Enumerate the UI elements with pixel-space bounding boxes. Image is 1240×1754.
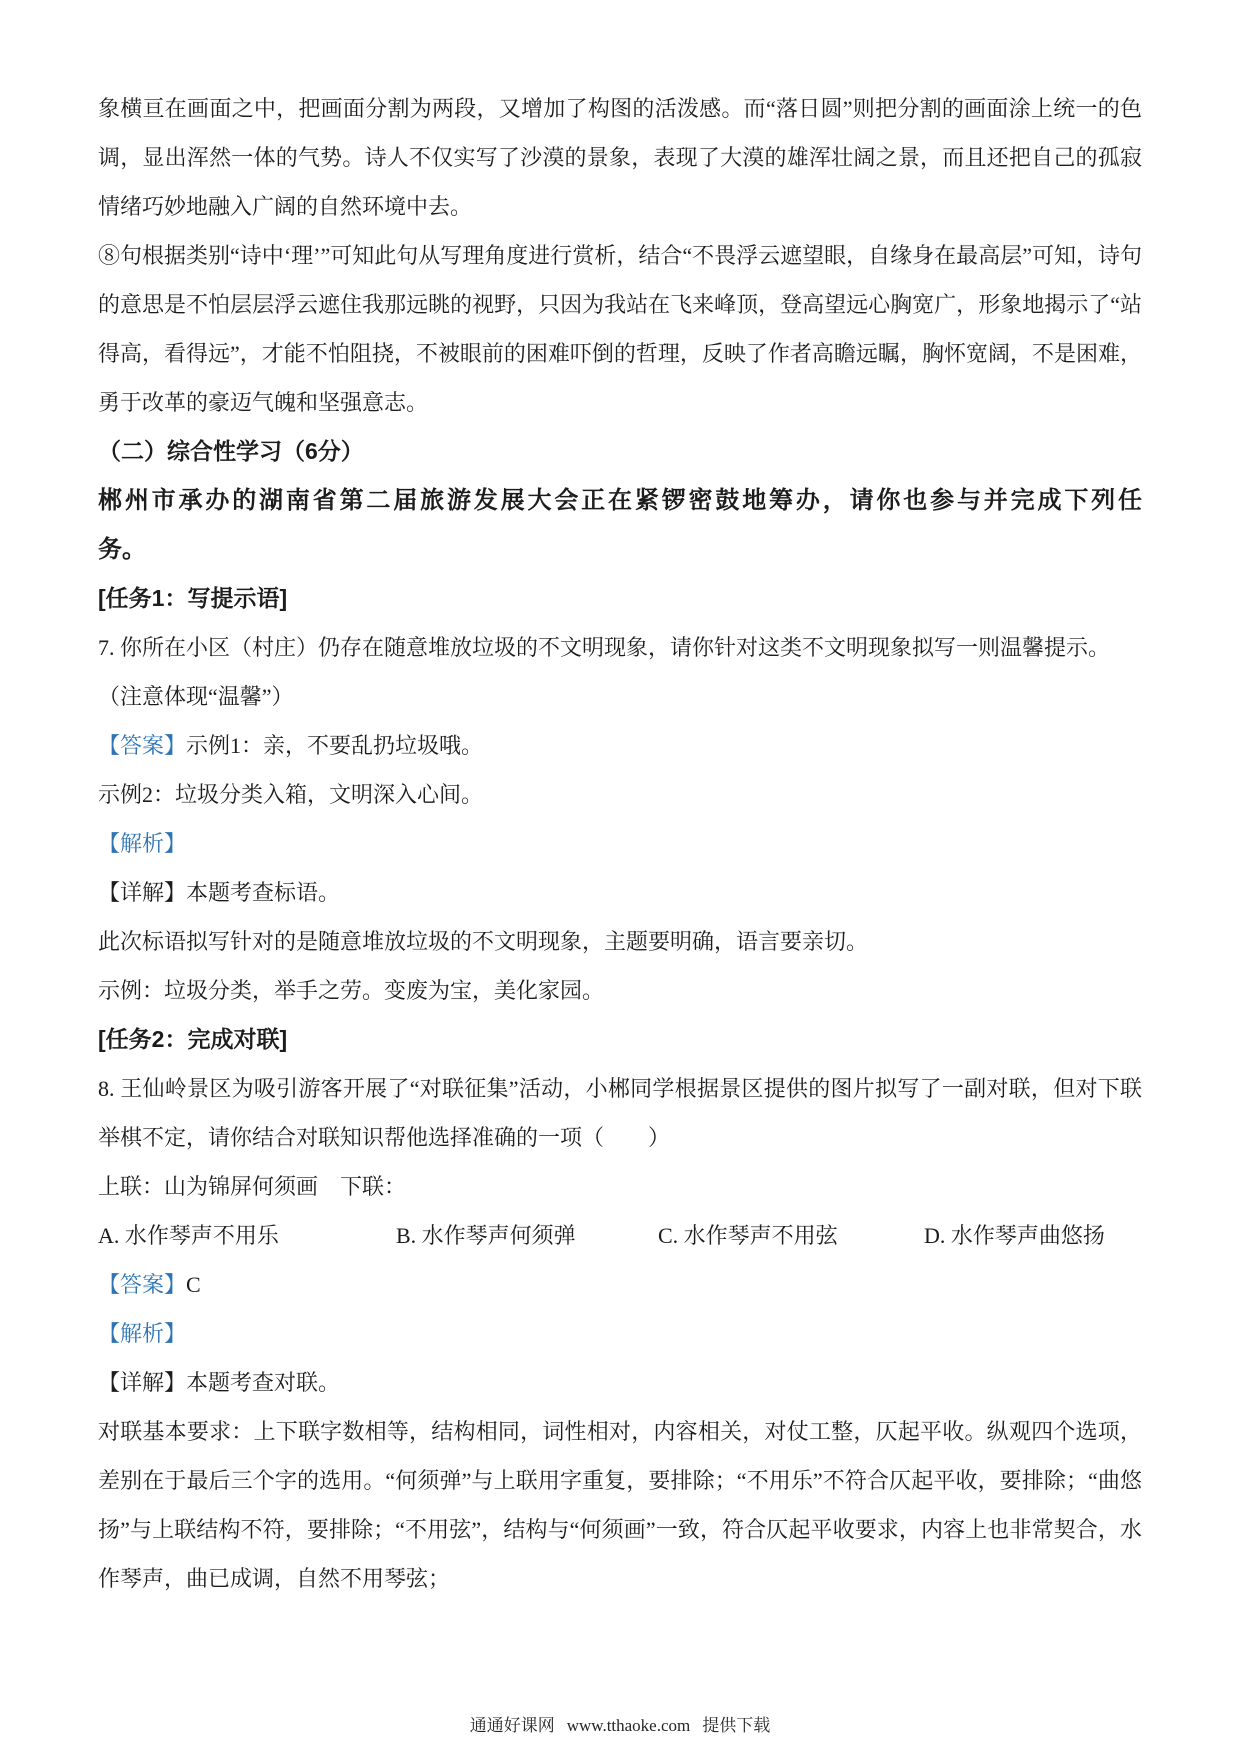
section-two-intro-line-1: 郴州市承办的湖南省第二届旅游发展大会正在紧锣密鼓地筹办，请你也参与并完成下列任	[98, 487, 1142, 514]
option-a: A. 水作琴声不用乐	[98, 1223, 279, 1248]
answer-example-2: 示例2：垃圾分类入箱，文明深入心间。	[98, 782, 484, 807]
section-two-intro-line-2: 务。	[98, 536, 146, 563]
detail-label: 【详解】	[98, 880, 187, 905]
detail-text: 本题考查标语。	[186, 880, 341, 905]
question-7-answer-line	[98, 721, 1142, 770]
detail-text: 本题考查对联。	[186, 1370, 341, 1395]
question-7-text: 7. 你所在小区（村庄）仍存在随意堆放垃圾的不文明现象，请你针对这类不文明现象拟写一则温馨提示。	[98, 635, 1111, 660]
page-footer	[0, 1711, 1240, 1736]
answer-label: 【答案】	[98, 1272, 187, 1297]
footer-suffix: 提供下载	[702, 1716, 771, 1735]
task2-label: [任务2：完成对联]	[98, 1026, 288, 1052]
section-two-heading: （二）综合性学习（6分）	[98, 438, 364, 464]
answer-text: C	[186, 1272, 201, 1297]
option-b: B. 水作琴声何须弹	[396, 1223, 576, 1248]
question-7-analysis-line	[98, 819, 1142, 868]
question-7-explanation-1: 此次标语拟写针对的是随意堆放垃圾的不文明现象，主题要明确，语言要亲切。	[98, 929, 869, 954]
analysis-label: 【解析】	[98, 831, 187, 856]
footer-site-name: 通通好课网	[469, 1716, 555, 1735]
question-7-note: （注意体现“温馨”）	[98, 684, 294, 709]
option-d: D. 水作琴声曲悠扬	[924, 1223, 1105, 1248]
question-8-text: 8. 王仙岭景区为吸引游客开展了“对联征集”活动，小郴同学根据景区提供的图片拟写了一副对联，但对下联举棋不定，请你结合对联知识帮他选择准确的一项（ ）	[98, 1076, 1142, 1150]
question-8-couplet-line: 上联：山为锦屏何须画 下联：	[98, 1174, 407, 1199]
question-8-answer-line	[98, 1260, 1142, 1309]
question-8-options	[98, 1211, 1142, 1260]
question-8-analysis-line	[98, 1309, 1142, 1358]
option-c: C. 水作琴声不用弦	[658, 1223, 838, 1248]
poetry-analysis-paragraph-1: 象横亘在画面之中，把画面分割为两段，又增加了构图的活泼感。而“落日圆”则把分割的画面涂上统一的色调，显出浑然一体的气势。诗人不仅实写了沙漠的景象，表现了大漠的雄浑壮阔之景，而且还把自己的孤寂情绪巧妙地融入广阔的自然环境中去。	[98, 96, 1142, 219]
answer-example-1: 示例1：亲，不要乱扔垃圾哦。	[186, 733, 484, 758]
question-7-explanation-2: 示例：垃圾分类，举手之劳。变废为宝，美化家园。	[98, 978, 605, 1003]
answer-label: 【答案】	[98, 733, 187, 758]
footer-url: www.tthaoke.com	[566, 1716, 691, 1735]
analysis-label: 【解析】	[98, 1321, 187, 1346]
question-8-detail-line	[98, 1358, 1142, 1407]
question-7-detail-line	[98, 868, 1142, 917]
detail-label: 【详解】	[98, 1370, 187, 1395]
document-body	[98, 84, 1142, 1603]
question-8-explanation: 对联基本要求：上下联字数相等，结构相同，词性相对，内容相关，对仗工整，仄起平收。纵观四个选项，差别在于最后三个字的选用。“何须弹”与上联用字重复，要排除；“不用乐”不符合仄起平收，要排除；“曲悠扬”与上联结构不符，要排除；“不用弦”，结构与“何须画”一致，符合仄起平收要求，内容上也非常契合，水作琴声，曲已成调，自然不用琴弦；	[98, 1419, 1142, 1591]
poetry-analysis-paragraph-2: ⑧句根据类别“诗中‘理’”可知此句从写理角度进行赏析，结合“不畏浮云遮望眼，自缘身在最高层”可知，诗句的意思是不怕层层浮云遮住我那远眺的视野，只因为我站在飞来峰顶，登高望远心胸宽广，形象地揭示了“站得高，看得远”，才能不怕阻挠，不被眼前的困难吓倒的哲理，反映了作者高瞻远瞩，胸怀宽阔，不是困难，勇于改革的豪迈气魄和坚强意志。	[98, 243, 1142, 415]
task1-label: [任务1：写提示语]	[98, 585, 288, 611]
